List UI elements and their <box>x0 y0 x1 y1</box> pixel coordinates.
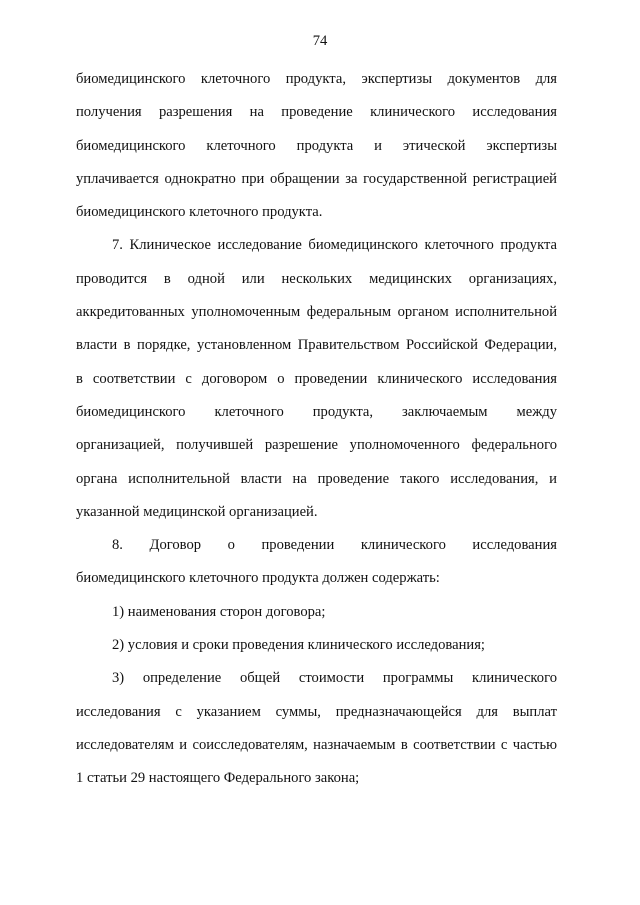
text-line: органа исполнительной власти на проведение такого исследования, и <box>76 470 557 487</box>
text-line: проводится в одной или нескольких медицинских организациях, <box>76 270 557 287</box>
paragraph-8 <box>76 534 557 601</box>
paragraph-8-3 <box>76 667 557 800</box>
text-line: исследования с указанием суммы, предназначающейся для выплат <box>76 703 557 720</box>
text-line: биомедицинского клеточного продукта, экспертизы документов для <box>76 71 557 87</box>
text-line: аккредитованных уполномоченным федеральным органом исполнительной <box>76 304 557 321</box>
text-line: 3) определение общей стоимости программы клинического <box>112 670 557 687</box>
paragraph-8-2 <box>76 634 557 667</box>
text-line: уплачивается однократно при обращении за государственной регистрацией <box>76 170 557 187</box>
text-line: 2) условия и сроки проведения клинического исследования; <box>112 637 485 654</box>
text-line: биомедицинского клеточного продукта. <box>76 204 323 221</box>
text-line: указанной медицинской организацией. <box>76 503 318 520</box>
document-body <box>76 68 557 801</box>
page-number: 74 <box>312 33 328 49</box>
text-line: 8. Договор о проведении клинического исследования <box>112 537 557 554</box>
text-line: 1) наименования сторон договора; <box>112 603 326 620</box>
text-line: власти в порядке, установленном Правительством Российской Федерации, <box>76 337 557 354</box>
paragraph-7 <box>76 234 557 534</box>
paragraph-8-1 <box>76 601 557 634</box>
text-line: получения разрешения на проведение клинического исследования <box>76 104 557 121</box>
text-line: организацией, получившей разрешение уполномоченного федерального <box>76 437 557 454</box>
text-line: биомедицинского клеточного продукта должен содержать: <box>76 570 440 587</box>
text-line: биомедицинского клеточного продукта, заключаемым между <box>76 403 557 420</box>
text-line: биомедицинского клеточного продукта и этической экспертизы <box>76 137 557 154</box>
text-line: в соответствии с договором о проведении клинического исследования <box>76 370 557 387</box>
paragraph-continuation <box>76 68 557 234</box>
text-line: 1 статьи 29 настоящего Федерального закона; <box>76 770 360 787</box>
text-line: 7. Клиническое исследование биомедицинского клеточного продукта <box>112 237 557 254</box>
text-line: исследователям и соисследователям, назначаемым в соответствии с частью <box>76 736 557 753</box>
